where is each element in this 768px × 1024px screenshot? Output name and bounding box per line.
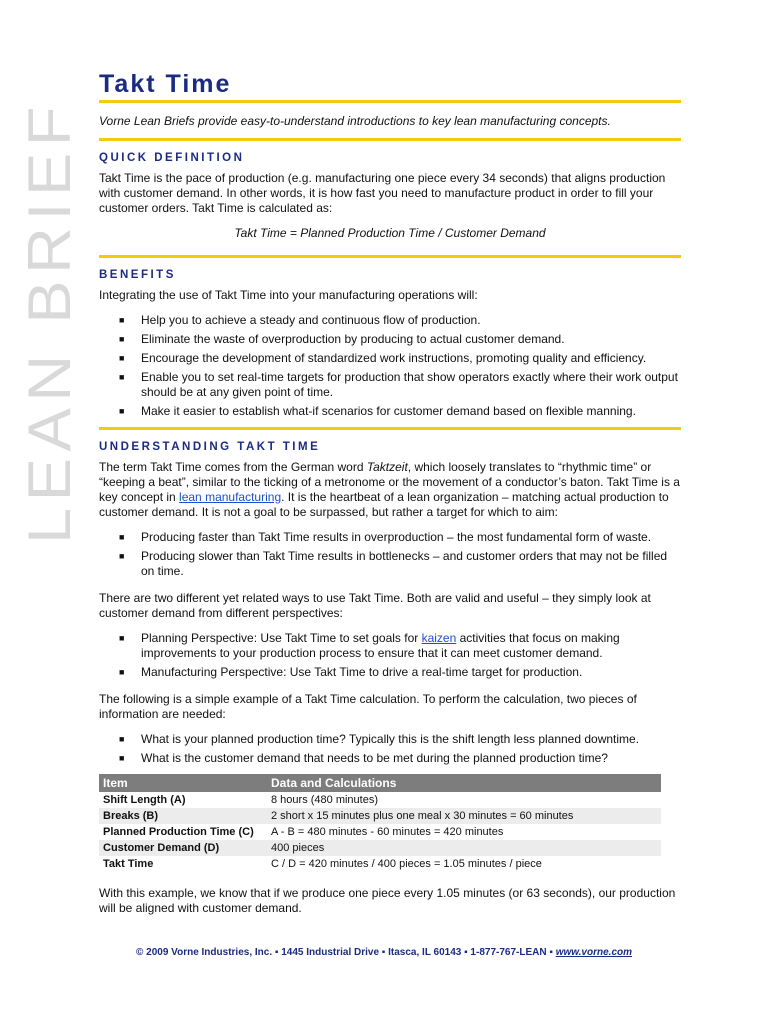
list-item: ■ Producing faster than Takt Time results in overproduction – the most fundamental form of waste. [119,530,652,544]
list-item: ■ Eliminate the waste of overproduction by producing to actual customer demand. [119,332,565,346]
website-link[interactable]: www.vorne.com [555,947,633,958]
table-cell: Customer Demand (D) [99,840,267,856]
bullet-icon: ■ [119,633,125,643]
page-title: Takt Time [99,70,232,98]
list-item: ■ Encourage the development of standardized work instructions, promoting quality and efficiency. [119,351,647,365]
list-item: ■ Planning Perspective: Use Takt Time to set goals for kaizen activities that focus on making improvements to your production process to ensure that it can meet customer demand. [119,631,620,660]
title-rule [99,100,681,103]
bullet-icon: ■ [119,353,125,363]
list-item: ■ What is the customer demand that needs to be met during the planned production time? [119,751,608,765]
understanding-paragraph-2: There are two different yet related ways to use Takt Time. Both are valid and useful – they simply look at customer demand from different perspectives: [99,591,651,620]
information-list [99,732,681,766]
table-row [99,840,661,856]
speed-list [99,530,681,579]
understanding-heading: UNDERSTANDING TAKT TIME [99,441,321,453]
bullet-icon: ■ [119,372,125,382]
list-item: ■ What is your planned production time? Typically this is the shift length less planned downtime. [119,732,640,746]
benefits-heading: BENEFITS [99,269,176,281]
bullet-icon: ■ [119,334,125,344]
table-header-row [99,774,661,792]
takt-formula: Takt Time = Planned Production Time / Customer Demand [234,226,546,240]
table-row [99,808,661,824]
benefits-list [99,313,681,419]
bullet-icon: ■ [119,753,125,763]
table-cell: 2 short x 15 minutes plus one meal x 30 minutes = 60 minutes [267,808,661,824]
document-body [99,68,681,916]
bullet-icon: ■ [119,532,125,542]
table-cell: A - B = 480 minutes - 60 minutes = 420 minutes [271,826,504,838]
quick-definition-text: Takt Time is the pace of production (e.g. manufacturing one piece every 34 seconds) that aligns production with customer demand. In other words, it is how fast you need to manufacture product in order to fill your customer orders. Takt Time is calculated as: [99,171,666,215]
section-rule [99,255,681,258]
table-header: Data and Calculations [267,774,661,792]
bullet-icon: ■ [119,406,125,416]
intro-text: Vorne Lean Briefs provide easy-to-understand introductions to key lean manufacturing concepts. [99,114,611,128]
understanding-paragraph-3: The following is a simple example of a Takt Time calculation. To perform the calculation, two pieces of information are needed: [99,692,637,721]
understanding-paragraph-1: The term Takt Time comes from the German word Taktzeit, which loosely translates to “rhythmic time” or “keeping a beat”, similar to the ticking of a metronome or the movement of a conductor’s baton. Takt Time is a key concept in lean manufacturing. It is the heartbeat of a lean organization – matching actual production to customer demand. It is not a goal to be surpassed, but rather a target for which to aim: [99,460,680,519]
table-cell: Shift Length (A) [103,794,186,806]
bullet-icon: ■ [119,551,125,561]
table-cell: 8 hours (480 minutes) [271,794,378,806]
table-cell: Planned Production Time (C) [103,826,254,838]
table-cell: 400 pieces [267,840,661,856]
list-item: ■ Enable you to set real-time targets for production that show operators exactly where their work output should be at any given point of time. [119,370,678,399]
list-item: ■ Help you to achieve a steady and continuous flow of production. [119,313,481,327]
benefits-lead: Integrating the use of Takt Time into your manufacturing operations will: [99,288,478,302]
table-cell: Takt Time [103,858,154,870]
list-item: ■ Manufacturing Perspective: Use Takt Time to drive a real-time target for production. [119,665,583,679]
bullet-icon: ■ [119,315,125,325]
kaizen-link[interactable]: kaizen [421,631,457,645]
lean-brief-vertical-label [4,98,83,546]
list-item: ■ Producing slower than Takt Time results in bottlenecks – and customer orders that may not be filled on time. [119,549,668,578]
table-cell: C / D = 420 minutes / 400 pieces = 1.05 minutes / piece [271,858,542,870]
table-header: Item [99,774,267,792]
table-row [99,824,661,840]
quick-definition-heading: QUICK DEFINITION [99,152,245,164]
bullet-icon: ■ [119,734,125,744]
takt-calculation-table [99,774,661,872]
conclusion-text: With this example, we know that if we produce one piece every 1.05 minutes (or 63 seconds), our production will be aligned with customer demand. [99,886,676,915]
table-cell: Breaks (B) [99,808,267,824]
perspective-list [99,631,681,680]
table-row [99,792,661,808]
table-row [99,856,661,872]
section-rule [99,138,681,141]
list-item: ■ Make it easier to establish what-if scenarios for customer demand based on flexible manning. [119,404,636,418]
page-footer [0,947,768,958]
footer-text: © 2009 Vorne Industries, Inc. ▪ 1445 Industrial Drive ▪ Itasca, IL 60143 ▪ 1-877-767-LEAN ▪ [135,947,556,958]
lean-manufacturing-link[interactable]: lean manufacturing [179,490,282,504]
section-rule [99,427,681,430]
side-label-text: LEAN BRIEF [16,133,83,544]
bullet-icon: ■ [119,667,125,677]
